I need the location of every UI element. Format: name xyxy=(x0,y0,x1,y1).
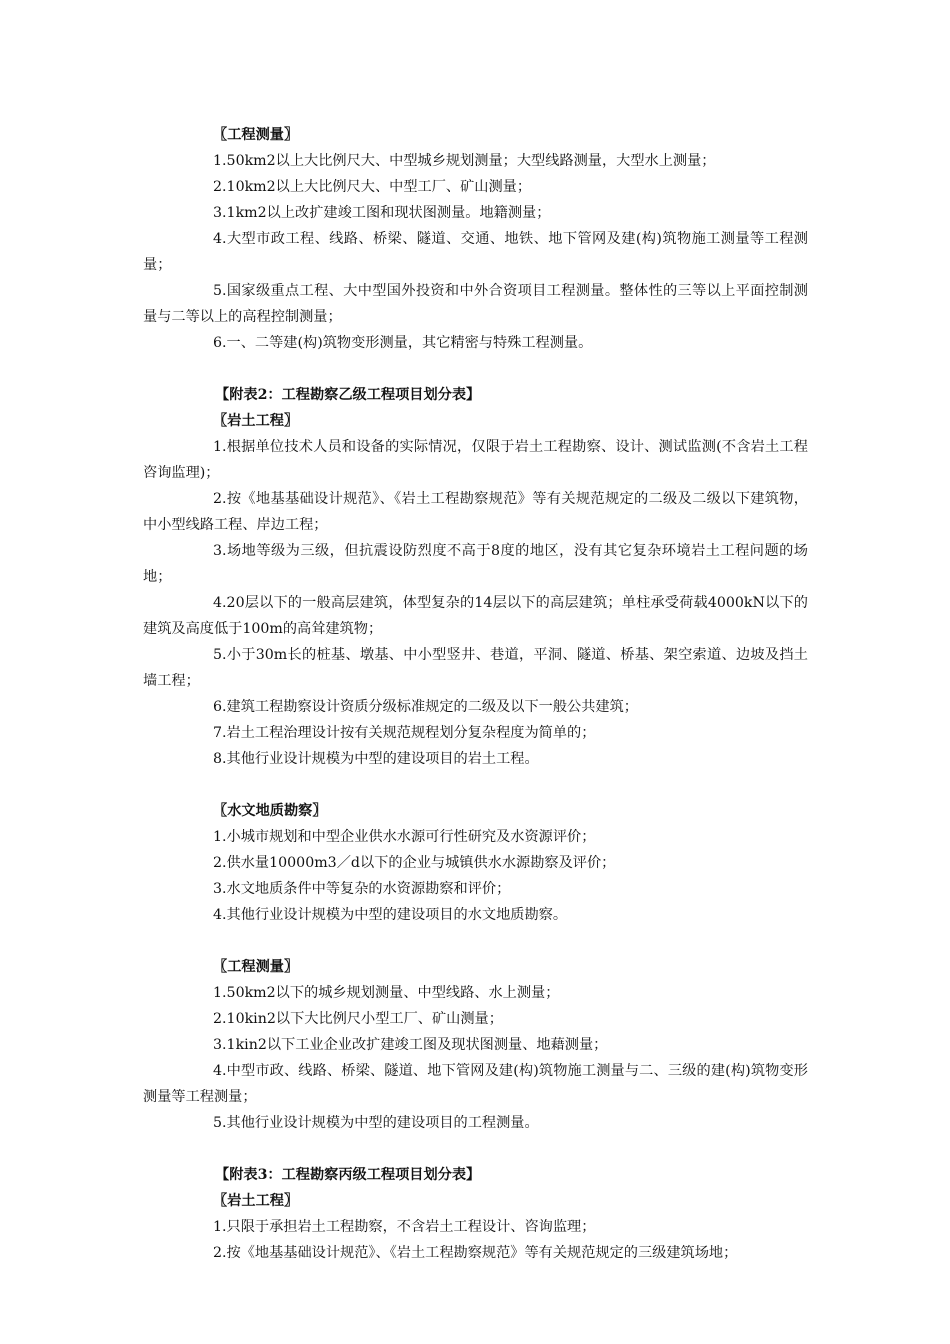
list-item: 4.20层以下的一般高层建筑，体型复杂的14层以下的高层建筑；单柱承受荷载4000kN以下的建筑及高度低于100m的高耸建筑物； xyxy=(143,595,808,637)
list-item: 2.10kin2以下大比例尺小型工厂、矿山测量； xyxy=(213,1011,503,1027)
list-item: 2.按《地基基础设计规范》、《岩土工程勘察规范》等有关规范规定的二级及二级以下建筑物，中小型线路工程、岸边工程； xyxy=(143,491,808,533)
section-engineering-survey-b xyxy=(143,954,808,1136)
section-heading: 〖工程测量〗 xyxy=(213,959,299,975)
spacer xyxy=(143,356,808,382)
list-item: 4.其他行业设计规模为中型的建设项目的水文地质勘察。 xyxy=(213,907,568,923)
table-title-b-grade: 【附表2：工程勘察乙级工程项目划分表】 xyxy=(215,387,481,403)
list-item: 5.国家级重点工程、大中型国外投资和中外合资项目工程测量。整体性的三等以上平面控制测量与二等以上的高程控制测量； xyxy=(143,283,808,325)
list-item: 1.50km2以下的城乡规划测量、中型线路、水上测量； xyxy=(213,985,560,1001)
list-item: 1.根据单位技术人员和设备的实际情况，仅限于岩土工程勘察、设计、测试监测(不含岩土工程咨询监理)； xyxy=(143,439,808,481)
list-item: 2.按《地基基础设计规范》、《岩土工程勘察规范》等有关规范规定的三级建筑场地； xyxy=(213,1245,738,1261)
list-item: 5.其他行业设计规模为中型的建设项目的工程测量。 xyxy=(213,1115,539,1131)
list-item: 3.1kin2以下工业企业改扩建竣工图及现状图测量、地藉测量； xyxy=(213,1037,608,1053)
list-item: 2.供水量10000m3／d以下的企业与城镇供水水源勘察及评价； xyxy=(213,855,616,871)
section-geotechnical-c xyxy=(143,1188,808,1266)
list-item: 1.50km2以上大比例尺大、中型城乡规划测量；大型线路测量，大型水上测量； xyxy=(213,153,716,169)
list-item: 1.小城市规划和中型企业供水水源可行性研究及水资源评价； xyxy=(213,829,596,845)
list-item: 6.建筑工程勘察设计资质分级标准规定的二级及以下一般公共建筑； xyxy=(213,699,638,715)
section-heading: 〖工程测量〗 xyxy=(213,127,299,143)
list-item: 7.岩土工程治理设计按有关规范规程划分复杂程度为简单的； xyxy=(213,725,596,741)
list-item: 4.大型市政工程、线路、桥梁、隧道、交通、地铁、地下管网及建(构)筑物施工测量等工程测量； xyxy=(143,231,808,273)
list-item: 3.1km2以上改扩建竣工图和现状图测量。地籍测量； xyxy=(213,205,551,221)
section-geotechnical-b xyxy=(143,408,808,772)
list-item: 3.水文地质条件中等复杂的水资源勘察和评价； xyxy=(213,881,511,897)
list-item: 4.中型市政、线路、桥梁、隧道、地下管网及建(构)筑物施工测量与二、三级的建(构)筑物变形测量等工程测量； xyxy=(143,1063,808,1105)
list-item: 1.只限于承担岩土工程勘察，不含岩土工程设计、咨询监理； xyxy=(213,1219,596,1235)
list-item: 3.场地等级为三级，但抗震设防烈度不高于8度的地区，没有其它复杂环境岩土工程问题的场地； xyxy=(143,543,808,585)
section-heading: 〖水文地质勘察〗 xyxy=(213,803,327,819)
list-item: 2.10km2以上大比例尺大、中型工厂、矿山测量； xyxy=(213,179,532,195)
table-title-c-grade: 【附表3：工程勘察丙级工程项目划分表】 xyxy=(215,1167,481,1183)
spacer xyxy=(143,772,808,798)
spacer xyxy=(143,928,808,954)
list-item: 5.小于30m长的桩基、墩基、中小型竖井、巷道，平洞、隧道、桥基、架空索道、边坡及挡土墙工程； xyxy=(143,647,808,689)
section-heading: 〖岩土工程〗 xyxy=(213,413,299,429)
section-engineering-survey-a xyxy=(143,122,808,356)
spacer xyxy=(143,1136,808,1162)
section-hydrogeology-b xyxy=(143,798,808,928)
document-body xyxy=(143,122,808,1266)
list-item: 8.其他行业设计规模为中型的建设项目的岩土工程。 xyxy=(213,751,539,767)
section-heading: 〖岩土工程〗 xyxy=(213,1193,299,1209)
list-item: 6.一、二等建(构)筑物变形测量，其它精密与特殊工程测量。 xyxy=(213,335,593,351)
